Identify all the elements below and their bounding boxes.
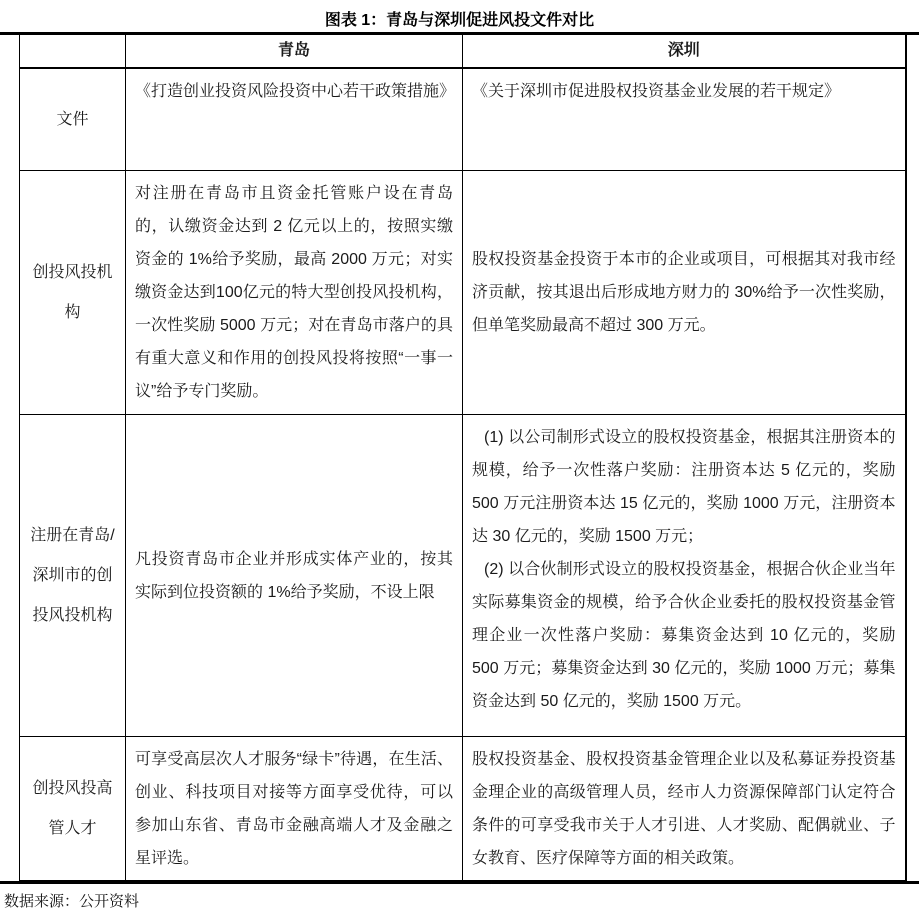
cell-registered-qingdao: 凡投资青岛市企业并形成实体产业的，按其实际到位投资额的 1%给予奖励，不设上限: [126, 415, 463, 737]
cell-vc-institution-shenzhen: 股权投资基金投资于本市的企业或项目，可根据其对我市经济贡献，按其退出后形成地方财力的 30%给予一次性奖励，但单笔奖励最高不超过 300 万元。: [463, 171, 906, 415]
figure-title: 图表 1：青岛与深圳促进风投文件对比: [324, 12, 595, 29]
header-cell-shenzhen: 深圳: [463, 35, 906, 68]
table-row-executive-talent: [20, 737, 906, 881]
cell-vc-institution-qingdao: 对注册在青岛市且资金托管账户设在青岛的，认缴资金达到 2 亿元以上的，按照实缴资金的 1%给予奖励，最高 2000 万元；对实缴资金达到100亿元的特大型创投风投机构，一次性奖励 5000 万元；对在青岛市落户的具有重大意义和作用的创投风投将按照“一事一议”给予专门奖励。: [126, 171, 463, 415]
comparison-table-wrapper: [0, 32, 919, 884]
row-label-vc-institution: 创投风投机构: [20, 171, 126, 415]
shenzhen-clause-2: (2) 以合伙制形式设立的股权投资基金，根据合伙企业当年实际募集资金的规模，给予合伙企业委托的股权投资基金管理企业一次性落户奖励：募集资金达到 10 亿元的，奖励 500 万元；募集资金达到 30 亿元的，奖励 1000 万元；募集资金达到 50 亿元的，奖励 1500 万元。: [472, 561, 896, 710]
cell-file-qingdao: 《打造创业投资风险投资中心若干政策措施》: [126, 68, 463, 171]
row-label-executive-talent: 创投风投高管人才: [20, 737, 126, 881]
table-row-registered-institution: [20, 415, 906, 737]
row-label-file: 文件: [20, 68, 126, 171]
table-row-vc-institution: [20, 171, 906, 415]
cell-file-shenzhen: 《关于深圳市促进股权投资基金业发展的若干规定》: [463, 68, 906, 171]
table-header-row: [20, 35, 906, 68]
cell-talent-qingdao: 可享受高层次人才服务“绿卡”待遇，在生活、创业、科技项目对接等方面享受优待，可以参加山东省、青岛市金融高端人才及金融之星评选。: [126, 737, 463, 881]
table-row-file: [20, 68, 906, 171]
shenzhen-clause-1: (1) 以公司制形式设立的股权投资基金，根据其注册资本的规模，给予一次性落户奖励：注册资本达 5 亿元的，奖励 500 万元注册资本达 15 亿元的，奖励 1000 万元，注册资本达 30 亿元的，奖励 1500 万元；: [472, 429, 896, 545]
cell-registered-shenzhen: [463, 415, 906, 737]
data-source-note: 数据来源：公开资料: [4, 893, 140, 910]
row-label-registered-institution: 注册在青岛/深圳市的创投风投机构: [20, 415, 126, 737]
header-cell-empty: [20, 35, 126, 68]
header-cell-qingdao: 青岛: [126, 35, 463, 68]
cell-talent-shenzhen: 股权投资基金、股权投资基金管理企业以及私募证券投资基金理企业的高级管理人员，经市人力资源保障部门认定符合条件的可享受我市关于人才引进、人才奖励、配偶就业、子女教育、医疗保障等方面的相关政策。: [463, 737, 906, 881]
comparison-table: [19, 35, 907, 881]
